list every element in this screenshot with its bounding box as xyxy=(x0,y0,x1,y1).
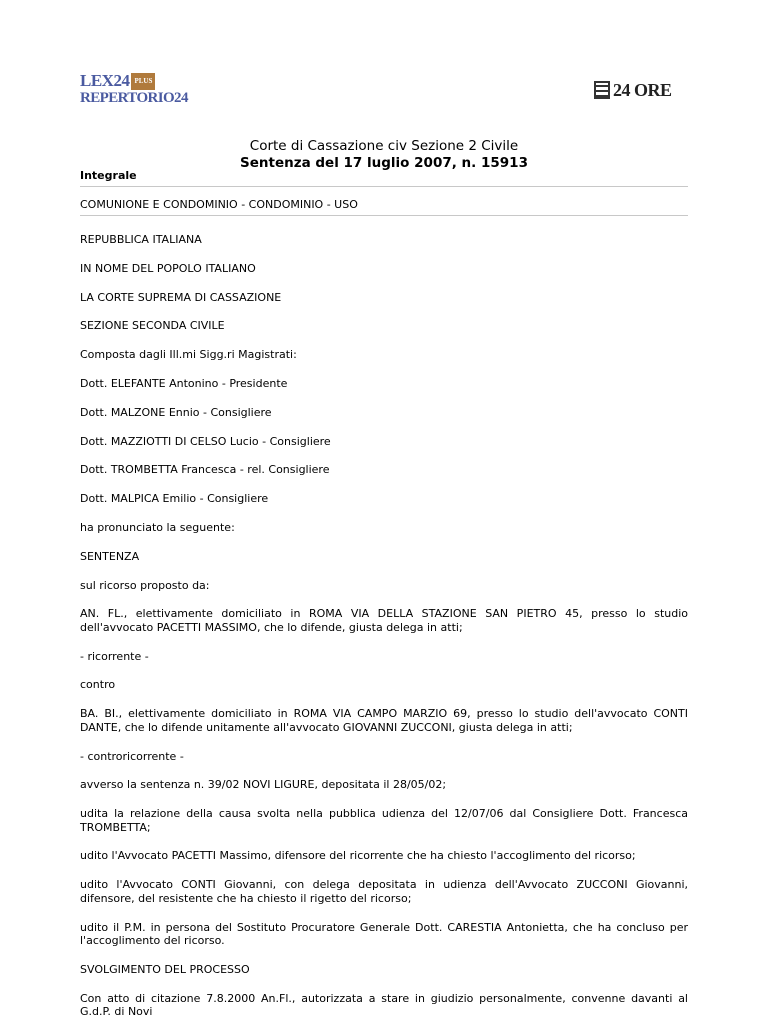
paragraph: AN. FL., elettivamente domiciliato in ROMA VIA DELLA STAZIONE SAN PIETRO 45, presso lo studio dell'avvocato PACETTI MASSIMO, che lo difende, giusta delega in atti; xyxy=(80,607,688,634)
paragraph: Dott. MALZONE Ennio - Consigliere xyxy=(80,405,272,419)
paragraph: LA CORTE SUPREMA DI CASSAZIONE xyxy=(80,290,282,304)
subject-classification: COMUNIONE E CONDOMINIO - CONDOMINIO - USO xyxy=(80,198,358,211)
paragraph: SVOLGIMENTO DEL PROCESSO xyxy=(80,962,250,976)
newspaper-icon xyxy=(594,81,610,99)
logo-24ore-text: 24 ORE xyxy=(613,79,672,100)
paragraph: - ricorrente - xyxy=(80,649,149,663)
paragraph: Dott. MAZZIOTTI DI CELSO Lucio - Consigliere xyxy=(80,434,331,448)
paragraph: avverso la sentenza n. 39/02 NOVI LIGURE, depositata il 28/05/02; xyxy=(80,778,447,792)
paragraph: REPUBBLICA ITALIANA xyxy=(80,233,202,246)
document-type-label: Integrale xyxy=(80,169,137,182)
logo-repertorio24-text: REPERTORIO24 xyxy=(80,90,188,106)
paragraph: udito il P.M. in persona del Sostituto Procuratore Generale Dott. CARESTIA Antonietta, che ha concluso per l'accoglimento del ricorso. xyxy=(80,920,688,948)
paragraph: - controricorrente - xyxy=(80,749,184,763)
paragraph: BA. BI., elettivamente domiciliato in ROMA VIA CAMPO MARZIO 69, presso lo studio dell'avvocato CONTI DANTE, che lo difende unitamente all'avvocato GIOVANNI ZUCCONI, giusta delega in atti; xyxy=(80,707,688,734)
paragraph: udita la relazione della causa svolta nella pubblica udienza del 12/07/06 dal Consigliere Dott. Francesca TROMBETTA; xyxy=(80,807,688,834)
paragraph: sul ricorso proposto da: xyxy=(80,578,210,592)
paragraph: IN NOME DEL POPOLO ITALIANO xyxy=(80,261,256,275)
court-title: Corte di Cassazione civ Sezione 2 Civile xyxy=(249,138,519,154)
il-sole-24-ore-logo xyxy=(594,78,688,102)
sentence-body xyxy=(80,233,688,1034)
logo-lex24-text: LEX24 xyxy=(80,71,130,90)
paragraph: SEZIONE SECONDA CIVILE xyxy=(80,319,225,333)
paragraph: ha pronunciato la seguente: xyxy=(80,520,235,534)
divider-bottom xyxy=(80,215,688,216)
paragraph: Dott. ELEFANTE Antonino - Presidente xyxy=(80,376,288,390)
paragraph: Dott. MALPICA Emilio - Consigliere xyxy=(80,492,269,506)
lex24-repertorio24-logo xyxy=(80,71,188,108)
paragraph: Dott. TROMBETTA Francesca - rel. Consigliere xyxy=(80,463,330,477)
paragraph: Composta dagli Ill.mi Sigg.ri Magistrati: xyxy=(80,348,297,362)
paragraph: contro xyxy=(80,678,116,692)
sentence-title: Sentenza del 17 luglio 2007, n. 15913 xyxy=(240,155,528,171)
paragraph: udito l'Avvocato PACETTI Massimo, difensore del ricorrente che ha chiesto l'accoglimento del ricorso; xyxy=(80,849,636,863)
paragraph: udito l'Avvocato CONTI Giovanni, con delega depositata in udienza dell'Avvocato ZUCCONI Giovanni, difensore, del resistente che ha chiesto il rigetto del ricorso; xyxy=(80,878,688,905)
paragraph: SENTENZA xyxy=(80,549,140,563)
logo-plus-tag: PLUS xyxy=(131,73,155,90)
paragraph: Con atto di citazione 7.8.2000 An.Fl., autorizzata a stare in giudizio personalmente, convenne davanti al G.d.P. di Novi xyxy=(80,991,688,1019)
divider-top xyxy=(80,186,688,187)
